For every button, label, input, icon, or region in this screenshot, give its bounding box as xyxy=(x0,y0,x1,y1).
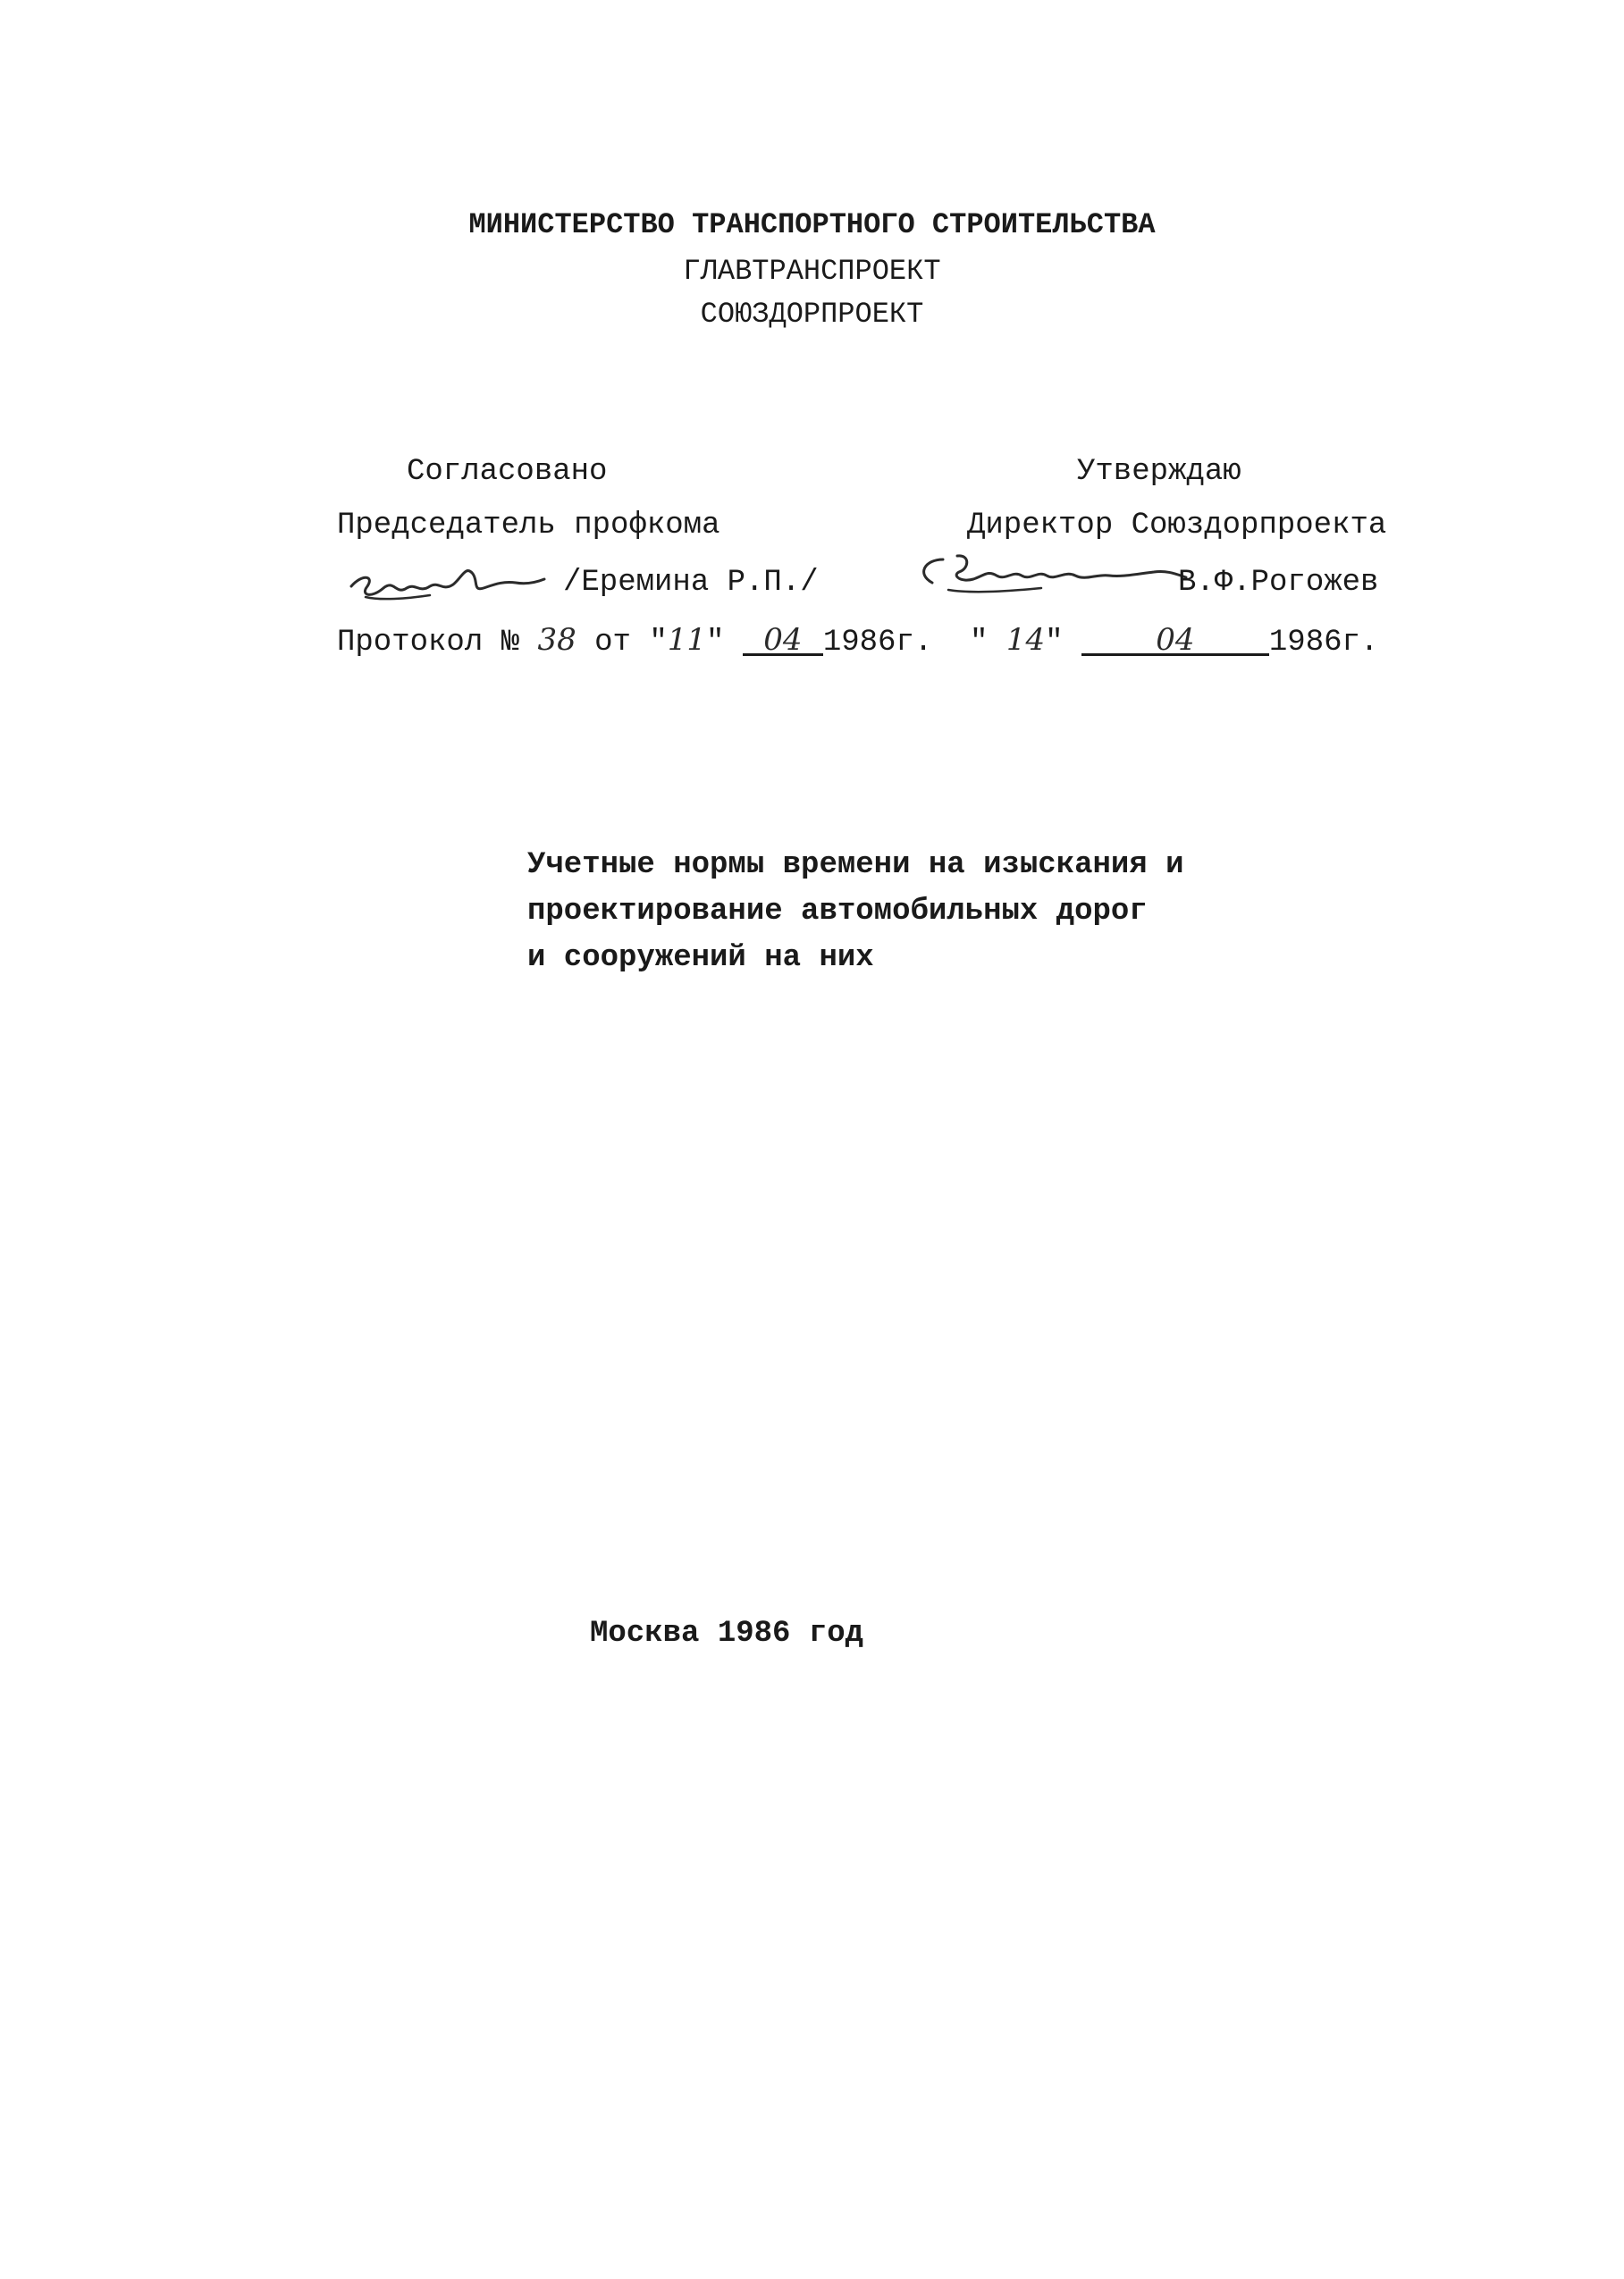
approved-quote-close: " xyxy=(1045,626,1064,660)
left-signature xyxy=(344,561,550,615)
protocol-day: 11 xyxy=(667,622,707,658)
agreed-name: /Еремина Р.П./ xyxy=(563,566,819,600)
title-line-3: и сооружений на них xyxy=(527,941,874,975)
protocol-line xyxy=(337,622,932,660)
approved-heading: Утверждаю xyxy=(1077,455,1241,489)
protocol-month: 04 xyxy=(743,627,823,656)
protocol-from: от xyxy=(594,626,631,660)
approved-day: 14 xyxy=(1006,622,1046,658)
protocol-quote-close: " xyxy=(706,626,725,660)
protocol-year: 1986г. xyxy=(822,626,933,660)
protocol-quote-open: " xyxy=(649,626,668,660)
protocol-prefix: Протокол № xyxy=(337,626,520,660)
agreed-role: Председатель профкома xyxy=(337,509,720,542)
approved-role: Директор Союздорпроекта xyxy=(967,509,1387,542)
header-organization: СОЮЗДОРПРОЕКТ xyxy=(700,298,924,331)
approved-date-line xyxy=(970,622,1378,660)
title-line-1: Учетные нормы времени на изыскания и xyxy=(527,848,1184,882)
footer-place-year: Москва 1986 год xyxy=(590,1617,864,1651)
approved-quote-open: " xyxy=(970,626,989,660)
protocol-number: 38 xyxy=(537,622,576,658)
approved-name: В.Ф.Рогожев xyxy=(1178,566,1379,600)
agreed-heading: Согласовано xyxy=(407,455,608,489)
approved-year: 1986г. xyxy=(1268,626,1379,660)
header-main-dept: ГЛАВТРАНСПРОЕКТ xyxy=(683,255,941,288)
right-signature xyxy=(907,547,1202,610)
approved-month: 04 xyxy=(1081,627,1269,656)
title-line-2: проектирование автомобильных дорог xyxy=(527,895,1148,929)
header-ministry: МИНИСТЕРСТВО ТРАНСПОРТНОГО СТРОИТЕЛЬСТВА xyxy=(468,208,1156,241)
